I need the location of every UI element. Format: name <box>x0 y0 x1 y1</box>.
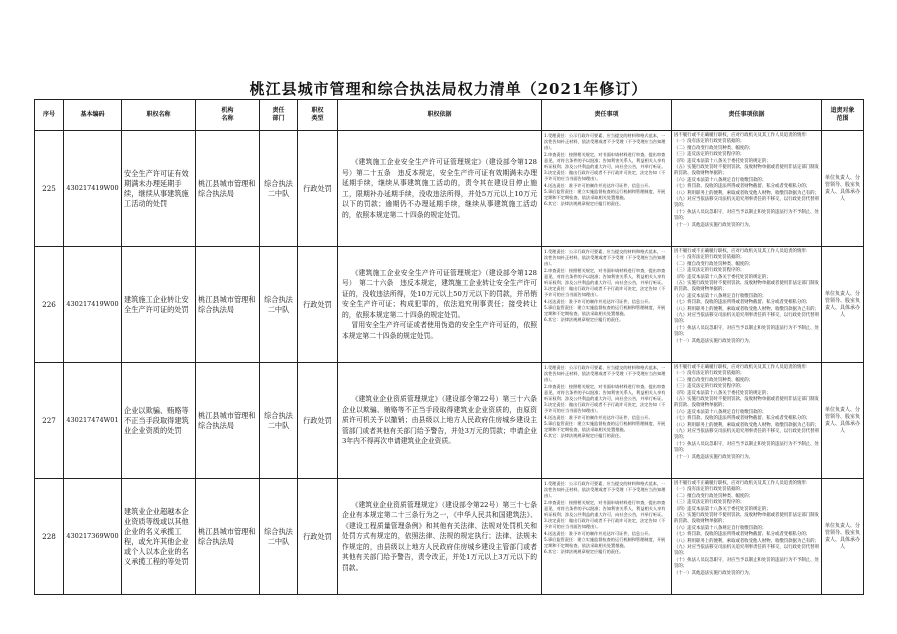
resp-basis-line: （三）违反法定的行政处罚程序的； <box>674 152 745 158</box>
resp-basis-line: （十一）其他违法实施行政处罚的行为。 <box>674 338 754 344</box>
resp-line: 4.送达责任：准予许可的制作并送达许可证件，信息公开。 <box>544 414 653 420</box>
resp-line: 5.事后监管责任：建立实施监督检查的运行机制和管理制度，开展定期和不定期检查，依法采取相关处置措施。 <box>544 304 666 317</box>
resp-line: 5.事后监管责任：建立实施监督检查的运行机制和管理制度，开展定期和不定期检查，依法采取相关处置措施。 <box>544 188 666 201</box>
resp-line: 4.送达责任：准予许可的制作并送达许可证件，信息公开。 <box>544 182 653 188</box>
resp-basis-line: （七）将罚款、没收的违法所得或者财物截留、私分或者变相私分的； <box>674 532 811 538</box>
row-dept: 综合执法二中队 <box>260 247 298 363</box>
resp-basis-line: （十一）其他违法实施行政处罚的行为。 <box>674 570 754 576</box>
resp-basis-line: 因不履行或不正确履行职权，应对行政机关及其工作人员追责的情形： <box>674 249 811 254</box>
row-code: 430217419W00 <box>64 247 122 363</box>
resp-basis-line: （五）实施行政处罚时不使用罚款、没收财物单据或者使用非法定部门制发的罚款、没收财物单据的； <box>674 281 819 293</box>
resp-basis-line: （十）执法人员玩忽职守，对应当予以制止和处罚的违法行为不予制止、处罚的； <box>674 209 819 222</box>
row-resp-basis <box>672 247 822 363</box>
resp-line: 1.受理责任：公示行政许可要素、应当提交的材料和格式范本，一次性告知补正材料，依法受理或者不予受理（不予受理应当告知理由）。 <box>544 481 666 499</box>
resp-line: 3.决定责任：做出行政许可或者不予行政许可决定，法定告知（不予许可的应当书面告知理由）。 <box>544 402 666 414</box>
resp-basis-line: （七）将罚款、没收的违法所得或者财物截留、私分或者变相私分的； <box>674 184 811 190</box>
row-org: 桃江县城市管理和综合执法局 <box>196 131 260 247</box>
resp-basis-line: （八）利用职务上的便利，索取或者收受他人财物、收缴罚款据为己有的； <box>674 190 819 196</box>
header-org: 机构 名称 <box>196 100 260 131</box>
resp-basis-line: （二）擅自改变行政处罚种类、幅度的； <box>674 493 754 499</box>
resp-line: 3.决定责任：做出行政许可或者不予行政许可决定，法定告知（不予许可的应当书面告知理由）。 <box>544 518 666 530</box>
resp-basis-line: （八）利用职务上的便利，索取或者收受他人财物、收缴罚款据为己有的； <box>674 538 819 544</box>
header-account: 追责对象 范围 <box>822 100 864 131</box>
resp-basis-line: （七）将罚款、没收的违法所得或者财物截留、私分或者变相私分的； <box>674 416 811 422</box>
row-seq: 228 <box>35 479 64 595</box>
resp-line: 6.其它：法律法规规章规定应履行的责任。 <box>544 433 624 439</box>
resp-basis-line: （十一）其他违法实施行政处罚的行为。 <box>674 454 754 460</box>
row-type: 行政处罚 <box>298 247 338 363</box>
row-org: 桃江县城市管理和综合执法局 <box>196 479 260 595</box>
resp-basis-line: （五）实施行政处罚时不使用罚款、没收财物单据或者使用非法定部门制发的罚款、没收财物单据的； <box>674 165 819 177</box>
row-resp <box>542 247 672 363</box>
header-resp: 责任事项 <box>542 100 672 131</box>
resp-basis-line: 因不履行或不正确履行职权，应对行政机关及其工作人员追责的情形： <box>674 365 811 370</box>
resp-basis-line: （二）擅自改变行政处罚种类、幅度的； <box>674 261 754 267</box>
row-dept: 综合执法二中队 <box>260 363 298 479</box>
row-basis <box>338 479 542 595</box>
resp-basis-line: （十一）其他违法实施行政处罚的行为。 <box>674 222 754 228</box>
resp-line: 3.决定责任：做出行政许可或者不予行政许可决定，法定告知（不予许可的应当书面告知理由）。 <box>544 170 666 182</box>
page-title: 桃江县城市管理和综合执法局权力清单（2021年修订） <box>249 80 648 98</box>
resp-line: 6.其它：法律法规规章规定应履行的责任。 <box>544 549 624 555</box>
resp-basis-line: （五）实施行政处罚时不使用罚款、没收财物单据或者使用非法定部门制发的罚款、没收财物单据的； <box>674 397 819 409</box>
resp-line: 3.决定责任：做出行政许可或者不予行政许可决定，法定告知（不予许可的应当书面告知理由）。 <box>544 286 666 298</box>
resp-basis-line: （六）违反本法第十八条规定自行收缴罚款的； <box>674 525 767 531</box>
resp-line: 5.事后监管责任：建立实施监督检查的运行机制和管理制度，开展定期和不定期检查，依法采取相关处置措施。 <box>544 536 666 549</box>
resp-basis-line: （二）擅自改变行政处罚种类、幅度的； <box>674 145 754 151</box>
resp-basis-line: （九）对应当依法移交司法机关追究刑事责任的不移交，以行政处罚代替刑罚的； <box>674 545 819 557</box>
header-seq: 序号 <box>35 100 64 131</box>
resp-basis-line: （四）违反本法第十八条关于委托处罚的规定的； <box>674 274 771 280</box>
table-row <box>35 479 864 595</box>
resp-basis-line: （九）对应当依法移交司法机关追究刑事责任的不移交，以行政处罚代替刑罚的； <box>674 313 819 325</box>
basis-line: 《建筑业企业资质管理规定》（建设部令第22号）第三十七条 企业有本规定第二十三条行为之一，《中华人民共和国建筑法》、《建设工程质量管理条例》和其他有关法律、法规对处罚机关和处罚方式有规定的，依照法律、法规的规定执行；法律、法规未作规定的，由县级以上地方人民政府住房城乡建设主管部门或者其他有关部门给予警告，责令改正，并处1万元以上3万元以下的罚款。 <box>342 500 544 572</box>
table-row <box>35 363 864 479</box>
row-basis <box>338 131 542 247</box>
row-account: 单位负责人、分管领导、股室负责人、具体承办人 <box>822 247 864 363</box>
resp-basis-line: （四）违反本法第十八条关于委托处罚的规定的； <box>674 158 771 164</box>
header-name: 职权名称 <box>122 100 196 131</box>
resp-basis-line: （二）擅自改变行政处罚种类、幅度的； <box>674 377 754 383</box>
row-resp-basis <box>672 131 822 247</box>
row-power-name: 安全生产许可证有效期满未办理延期手续，继续从事建筑施工活动的处罚 <box>122 131 196 247</box>
row-basis <box>338 363 542 479</box>
resp-line: 1.受理责任：公示行政许可要素、应当提交的材料和格式范本，一次性告知补正材料，依法受理或者不予受理（不予受理应当告知理由）。 <box>544 365 666 383</box>
row-basis <box>338 247 542 363</box>
resp-basis-line: （一）没有法定的行政处罚依据的； <box>674 487 745 493</box>
row-type: 行政处罚 <box>298 131 338 247</box>
row-account: 单位负责人、分管领导、股室负责人、具体承办人 <box>822 363 864 479</box>
row-power-name: 建筑业企业超越本企业资质等级或以其他企业的名义承揽工程，或允许其他企业或个人以本企业的名义承揽工程的等处罚 <box>122 479 196 595</box>
row-dept: 综合执法二中队 <box>260 131 298 247</box>
resp-basis-line: （六）违反本法第十八条规定自行收缴罚款的； <box>674 409 767 415</box>
row-power-name: 企业以欺骗、贿赂等不正当手段取得建筑业企业资质的处罚 <box>122 363 196 479</box>
row-resp <box>542 131 672 247</box>
header-row <box>35 100 864 131</box>
row-account: 单位负责人、分管领导、股室负责人、具体承办人 <box>822 131 864 247</box>
resp-basis-line: （六）违反本法第十八条规定自行收缴罚款的； <box>674 177 767 183</box>
row-seq: 227 <box>35 363 64 479</box>
resp-line: 4.送达责任：准予许可的制作并送达许可证件，信息公开。 <box>544 530 653 536</box>
resp-line: 2.审查责任：按照相关规定，对书面申请材料进行审查，提出审查意见，对符合条件的予以批准；告知利害关系人，利益相关人享有听证权利；涉及公共利益的重大许可，向社会公告，并举行听证。 <box>544 499 666 518</box>
resp-basis-line: （十）执法人员玩忽职守，对应当予以制止和处罚的违法行为不予制止、处罚的； <box>674 441 819 454</box>
resp-basis-line: （三）违反法定的行政处罚程序的； <box>674 500 745 506</box>
row-account: 单位负责人、分管领导、股室负责人、具体承办人 <box>822 479 864 595</box>
resp-basis-line: （八）利用职务上的便利，索取或者收受他人财物、收缴罚款据为己有的； <box>674 306 819 312</box>
row-power-name: 建筑施工企业转让安全生产许可证的处罚 <box>122 247 196 363</box>
resp-line: 6.其它：法律法规规章规定应履行的责任。 <box>544 201 624 207</box>
row-resp-basis <box>672 479 822 595</box>
header-resp-basis: 责任事项依据 <box>672 100 822 131</box>
header-type: 职权 类型 <box>298 100 338 131</box>
basis-line: 《建筑施工企业安全生产许可证管理规定》（建设部令第128号）第二十五条 违反本规定，安全生产许可证有效期满未办理延期手续，继续从事建筑施工活动的，责令其在建设目停止施工，限期补办延期手续，没收违法所得，并处5万元以上10万元以下的罚款；逾期仍不办理延期手续，继续从事建筑施工活动的，依照本规定第二十四条的规定处罚。 <box>342 158 537 219</box>
basis-line: 冒用安全生产许可证或者使用伪造的安全生产许可证的，依照本规定第二十四条的规定处罚。 <box>342 321 537 340</box>
resp-basis-line: （八）利用职务上的便利，索取或者收受他人财物、收缴罚款据为己有的； <box>674 422 819 428</box>
resp-basis-line: （三）违反法定的行政处罚程序的； <box>674 384 745 390</box>
row-resp-basis <box>672 363 822 479</box>
resp-line: 2.审查责任：按照相关规定，对书面申请材料进行审查，提出审查意见，对符合条件的予以批准；告知利害关系人，利益相关人享有听证权利；涉及公共利益的重大许可，向社会公告，并举行听证。 <box>544 383 666 402</box>
resp-basis-line: （四）违反本法第十八条关于委托处罚的规定的； <box>674 506 771 512</box>
row-dept: 综合执法二中队 <box>260 479 298 595</box>
resp-basis-line: （一）没有法定的行政处罚依据的； <box>674 371 745 377</box>
resp-line: 2.审查责任：按照相关规定，对书面申请材料进行审查，提出审查意见，对符合条件的予以批准；告知利害关系人，利益相关人享有听证权利；涉及公共利益的重大许可，向社会公告，并举行听证。 <box>544 267 666 286</box>
resp-basis-line: （十）执法人员玩忽职守，对应当予以制止和处罚的违法行为不予制止、处罚的； <box>674 325 819 338</box>
power-list-table <box>34 99 864 595</box>
resp-line: 2.审查责任：按照相关规定，对书面申请材料进行审查，提出审查意见，对符合条件的予以批准；告知利害关系人，利益相关人享有听证权利；涉及公共利益的重大许可，向社会公告，并举行听证。 <box>544 151 666 170</box>
row-resp <box>542 363 672 479</box>
resp-line: 1.受理责任：公示行政许可要素、应当提交的材料和格式范本，一次性告知补正材料，依法受理或者不予受理（不予受理应当告知理由）。 <box>544 249 666 267</box>
row-org: 桃江县城市管理和综合执法局 <box>196 247 260 363</box>
resp-line: 6.其它：法律法规规章规定应履行的责任。 <box>544 317 624 323</box>
resp-basis-line: （七）将罚款、没收的违法所得或者财物截留、私分或者变相私分的； <box>674 300 811 306</box>
resp-line: 1.受理责任：公示行政许可要素、应当提交的材料和格式范本，一次性告知补正材料，依法受理或者不予受理（不予受理应当告知理由）。 <box>544 133 666 151</box>
row-code: 430217474W01 <box>64 363 122 479</box>
resp-basis-line: （九）对应当依法移交司法机关追究刑事责任的不移交，以行政处罚代替刑罚的； <box>674 429 819 441</box>
resp-basis-line: 因不履行或不正确履行职权，应对行政机关及其工作人员追责的情形： <box>674 133 811 138</box>
table-row <box>35 247 864 363</box>
resp-basis-line: （九）对应当依法移交司法机关追究刑事责任的不移交，以行政处罚代替刑罚的； <box>674 197 819 209</box>
resp-line: 5.事后监管责任：建立实施监督检查的运行机制和管理制度，开展定期和不定期检查，依法采取相关处置措施。 <box>544 420 666 433</box>
resp-basis-line: （十）执法人员玩忽职守，对应当予以制止和处罚的违法行为不予制止、处罚的； <box>674 557 819 570</box>
resp-basis-line: （六）违反本法第十八条规定自行收缴罚款的； <box>674 293 767 299</box>
header-basis: 职权依据 <box>338 100 542 131</box>
resp-basis-line: （一）没有法定的行政处罚依据的； <box>674 255 745 261</box>
resp-basis-line: （四）违反本法第十八条关于委托处罚的规定的； <box>674 390 771 396</box>
basis-line: 《建筑施工企业安全生产许可证管理规定》（建设部令第128号） 第二十六条 违反本规定，建筑施工企业转让安全生产许可证的，没收违法所得，处10万元以上50万元以下的罚款，并吊销安全生产许可证；构成犯罪的，依法追究刑事责任；接受转让的，依照本规定第二十四条的规定处罚。 <box>342 268 537 319</box>
basis-line: 《建筑业企业资质管理规定》（建设部令第22号）第三十六条 企业以欺骗、贿赂等不正当手段取得建筑业企业资质的，由原资质许可机关予以撤销；由县级以上地方人民政府住房城乡建设主管部门或者其他有关部门给予警告，并处3万元的罚款；申请企业3年内不得再次申请建筑业企业资质。 <box>342 395 544 446</box>
row-type: 行政处罚 <box>298 479 338 595</box>
header-code: 基本编码 <box>64 100 122 131</box>
row-seq: 226 <box>35 247 64 363</box>
row-seq: 225 <box>35 131 64 247</box>
table-row <box>35 131 864 247</box>
row-code: 430217419W00 <box>64 131 122 247</box>
resp-line: 4.送达责任：准予许可的制作并送达许可证件，信息公开。 <box>544 298 653 304</box>
resp-basis-line: （五）实施行政处罚时不使用罚款、没收财物单据或者使用非法定部门制发的罚款、没收财物单据的； <box>674 513 819 525</box>
row-code: 430217369W00 <box>64 479 122 595</box>
row-resp <box>542 479 672 595</box>
header-dept: 责任 部门 <box>260 100 298 131</box>
resp-basis-line: （三）违反法定的行政处罚程序的； <box>674 268 745 274</box>
resp-basis-line: 因不履行或不正确履行职权，应对行政机关及其工作人员追责的情形： <box>674 481 811 486</box>
resp-basis-line: （一）没有法定的行政处罚依据的； <box>674 139 745 145</box>
row-type: 行政处罚 <box>298 363 338 479</box>
row-org: 桃江县城市管理和综合执法局 <box>196 363 260 479</box>
